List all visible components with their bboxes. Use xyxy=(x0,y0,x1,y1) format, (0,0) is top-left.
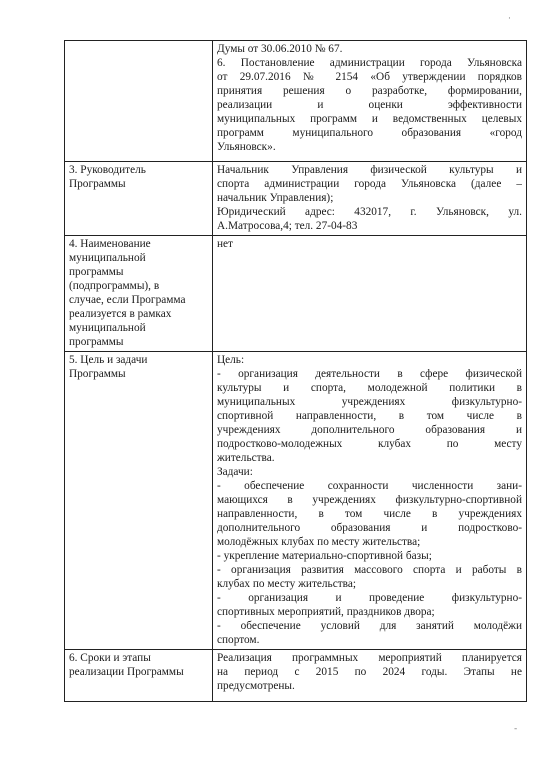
row-label-line: муниципальной xyxy=(69,252,146,264)
row-content-line: Начальник Управления физической культуры и xyxy=(217,164,522,176)
row-label-line: муниципальной xyxy=(69,322,146,334)
row-content-line: - укрепление материально-спортивной базы; xyxy=(217,550,432,562)
row-content-line: принятия решения о разработке, формировании, xyxy=(217,85,522,97)
row-label-cell xyxy=(65,41,213,162)
row-content-line: спорта администрации города Ульяновска (далее – xyxy=(217,178,522,190)
row-content-line: 6. Постановление администрации города Ульяновска xyxy=(217,57,522,69)
row-label-line: 6. Сроки и этапы xyxy=(69,652,151,664)
row-content-line: спортивных мероприятий, праздников двора; xyxy=(217,606,435,618)
scan-speck: · xyxy=(508,14,511,24)
row-label-line: 4. Наименование xyxy=(69,238,151,250)
row-content-cell xyxy=(213,352,527,650)
row-label-line: 3. Руководитель xyxy=(69,164,146,176)
row-content-line: муниципальных учреждениях физкультурно- xyxy=(217,396,522,408)
row-content-line: Юридический адрес: 432017, г. Ульяновск, ул. xyxy=(217,206,522,218)
row-content-line: - организация развития массового спорта и работы в xyxy=(217,564,522,576)
row-content-line: Задачи: xyxy=(217,466,253,478)
row-content-line: учреждениях дополнительного образования и xyxy=(217,424,522,436)
row-content-line: молодёжных клубах по месту жительства; xyxy=(217,536,421,548)
row-content-line: направленности, в том числе в учреждениях xyxy=(217,508,522,520)
row-content-line: клубах по месту жительства; xyxy=(217,578,356,590)
row-label-cell xyxy=(65,236,213,352)
row-label-cell xyxy=(65,162,213,236)
row-content-line: муниципальных программ и ведомственных целевых xyxy=(217,113,522,125)
row-label-line: (подпрограммы), в xyxy=(69,280,160,292)
row-content-line: на период с 2015 по 2024 годы. Этапы не xyxy=(217,666,522,678)
row-content-line: культуры и спорта, молодежной политики в xyxy=(217,382,522,394)
row-content-line: - обеспечение сохранности численности зани- xyxy=(217,480,522,492)
row-label-line: реализуется в рамках xyxy=(69,308,172,320)
row-label-line: 5. Цель и задачи xyxy=(69,354,148,366)
row-label-line: Программы xyxy=(69,368,126,380)
row-label-line: случае, если Программа xyxy=(69,294,186,306)
row-content-cell xyxy=(213,162,527,236)
table-row xyxy=(65,162,527,236)
row-content-line: начальник Управления); xyxy=(217,192,334,204)
row-label-cell xyxy=(65,352,213,650)
row-content-line: спортивной направленности, в том числе в xyxy=(217,410,522,422)
row-label-line: Программы xyxy=(69,178,126,190)
row-content-cell xyxy=(213,650,527,702)
row-content-line: нет xyxy=(217,238,233,250)
row-content-line: - организация деятельности в сфере физической xyxy=(217,368,522,380)
row-label-cell xyxy=(65,650,213,702)
row-content-line: - организация и проведение физкультурно- xyxy=(217,592,522,604)
row-label-line: реализации Программы xyxy=(69,666,184,678)
row-content-line: дополнительного образования и подростково- xyxy=(217,522,522,534)
table-row xyxy=(65,650,527,702)
row-content-line: Цель: xyxy=(217,354,245,366)
row-content-cell xyxy=(213,236,527,352)
row-content-line: реализации и оценки эффективности xyxy=(217,99,522,111)
row-content-line: жительства. xyxy=(217,452,275,464)
table-row xyxy=(65,41,527,162)
row-content-line: мающихся в учреждениях физкультурно-спортивной xyxy=(217,494,522,506)
row-content-line: Реализация программных мероприятий планируется xyxy=(217,652,522,664)
scan-speck: - xyxy=(514,724,518,734)
row-content-line: А.Матросова,4; тел. 27-04-83 xyxy=(217,220,358,232)
row-content-line: Ульяновск». xyxy=(217,141,276,153)
table-row xyxy=(65,352,527,650)
row-content-line: предусмотрены. xyxy=(217,680,295,692)
row-content-line: спортом. xyxy=(217,634,260,646)
row-content-line: от 29.07.2016 № 2154 «Об утверждении порядков xyxy=(217,71,522,83)
table-row xyxy=(65,236,527,352)
row-label-line: программы xyxy=(69,336,124,348)
row-content-line: Думы от 30.06.2010 № 67. xyxy=(217,43,343,55)
program-passport-table xyxy=(64,40,527,702)
row-content-line: - обеспечение условий для занятий молодёжи xyxy=(217,620,522,632)
row-content-line: программ муниципального образования «город xyxy=(217,127,522,139)
row-label-line: программы xyxy=(69,266,124,278)
row-content-cell xyxy=(213,41,527,162)
row-content-line: подростково-молодежных клубах по месту xyxy=(217,438,522,450)
